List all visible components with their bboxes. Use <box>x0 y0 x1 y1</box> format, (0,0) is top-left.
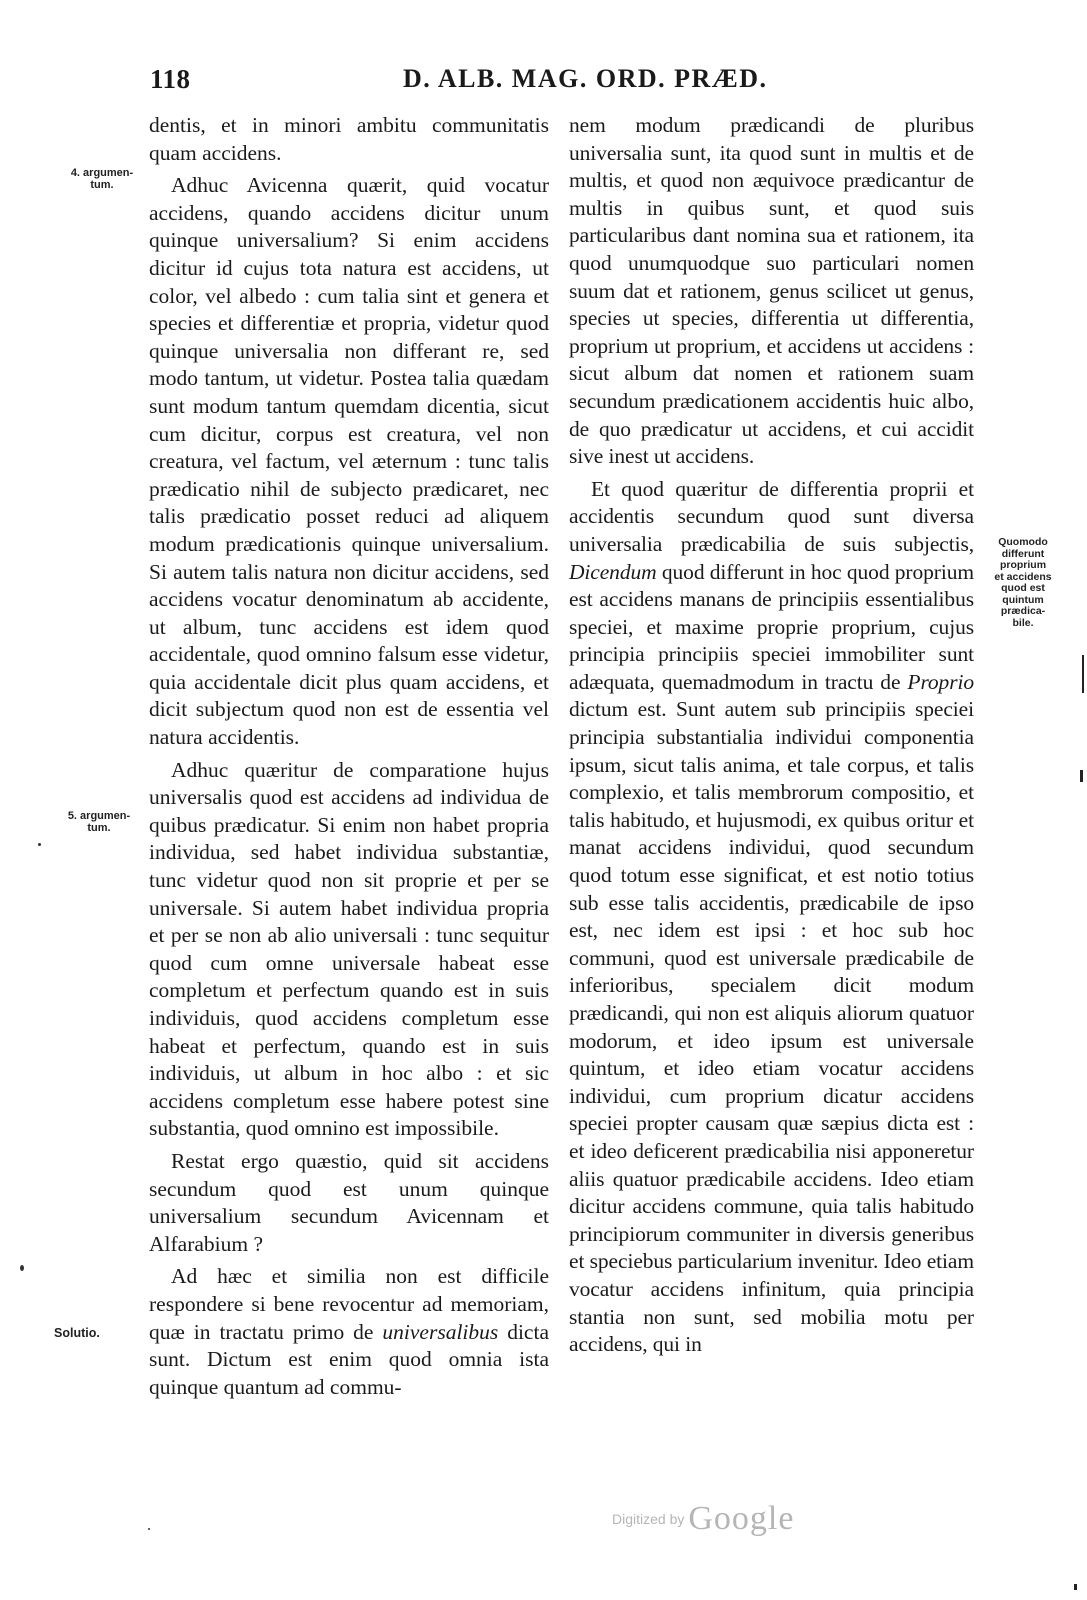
watermark-prefix: Digitized by <box>612 1511 685 1527</box>
right-paragraph-2-text-b: quod differunt in hoc quod proprium est accidens manans de principiis essentialibus speciei, et maxime proprie proprium, cujus principia principiis speciei immobiliter sunt adæquata, quemadmodum in tractu de <box>569 559 974 694</box>
google-watermark <box>612 1500 794 1538</box>
margin-rule-mark <box>1082 655 1084 693</box>
left-paragraph-1: dentis, et in minori ambitu communitatis quam accidens. <box>149 113 549 165</box>
margin-note-argument-5: 5. argumen- tum. <box>67 810 131 834</box>
left-column <box>149 112 549 1406</box>
right-paragraph-2-text-a: Et quod quæritur de differentia proprii et accidentis secundum quod sunt diversa universalia prædicabilia de suis subjectis, <box>569 476 974 556</box>
margin-note-solutio: Solutio. <box>54 1326 100 1340</box>
left-paragraph-4: Restat ergo quæstio, quid sit accidens secundum quod est unum quinque universalium secundum Avicennam et Alfarabium ? <box>149 1148 549 1256</box>
ink-speck <box>148 1528 150 1530</box>
page-number: 118 <box>150 64 191 94</box>
margin-note-quomodo: Quomodo differunt proprium et accidens quod est quintum prædica- bile. <box>994 536 1052 629</box>
left-paragraph-3: Adhuc quæritur de comparatione hujus universalis quod est accidens ad individua de quibus prædicatur. Si enim non habet propria individua, sed habet individua substantiæ, tunc videtur quod non sit proprie et per se universale. Si autem habet individua propria et per se non ab alio universali : tunc sequitur quod cum omne universale habeat esse completum et perfectum quando est in suis individuis, quod accidens completum esse habeat et perfectum, quando est in suis individuis, ut album in hoc albo : et sic accidens completum esse habere potest sine substantia, quod omnino est impossibile. <box>149 757 549 1141</box>
right-paragraph-2-text-c: dictum est. Sunt autem sub principiis speciei principia substantialia individui componentia ipsum, sicut talis anima, et tale corpus, et talis complexio, et talis membrorum compositio, et talis habitudo, et hujusmodi, ex quibus oritur et manat accidens individui, quod secundum quod totum esse significat, et est notio totius sub esse talis accidentis, prædicabile de ipso est, nec idem est ipsi : et hoc sub hoc communi, quod est universale prædicabile de inferioribus, specialem dicit modum prædicandi, qui non est aliquis aliorum quatuor modorum, et ideo ipsum est universale quintum, et ideo etiam vocatur accidens individui, cum proprium dicatur accidens speciei propter causam quæ sæpius dicta est : et ideo deficerent prædicabilia nisi apponeretur aliis quatuor prædicabile accidens. Ideo etiam dicitur accidens commune, quia talis habitudo principiorum communiter in diversis generibus et speciebus particularium invenitur. Ideo etiam vocatur accidens infinitum, quia principia stantia non sunt, sed mobilia motu per accidens, qui in <box>569 697 974 1357</box>
running-head: D. ALB. MAG. ORD. PRÆD. <box>403 64 768 93</box>
margin-rule-mark <box>1074 1584 1077 1590</box>
right-paragraph-2-italic-proprio: Proprio <box>907 669 974 694</box>
margin-note-argument-4: 4. argumen- tum. <box>70 167 134 191</box>
left-paragraph-5-text-a: Ad hæc et similia non est difficile respondere si bene revocentur ad memoriam, quæ in tractatu primo de <box>149 1264 549 1344</box>
right-paragraph-1: nem modum prædicandi de pluribus universalia sunt, ita quod sunt in multis et de multis, et quod non æquivoce prædicantur de multis in quibus sunt, et quod suis particularibus dant nomina sua et rationem, ita quod unumquodque suo particulari nomen suum dat et rationem, genus scilicet ut genus, species ut species, differentia ut differentia, proprium ut proprium, et accidens ut accidens : sicut album dat nomen et rationem suam secundum prædicationem accidentis huic albo, de quo prædicatur ut accidens, et cui accidit sive inest ut accidens. <box>569 113 974 469</box>
left-paragraph-5 <box>149 1263 549 1401</box>
ink-speck <box>38 843 41 846</box>
ink-speck <box>20 1265 24 1271</box>
right-paragraph-2-italic-dicendum: Dicendum <box>569 559 657 584</box>
left-paragraph-2: Adhuc Avicenna quærit, quid vocatur accidens, quando accidens dicitur unum quinque universalium? Si enim accidens dicitur id cujus tota natura est accidens, ut color, vel albedo : cum talia sint et genera et species et differentiæ et propria, videtur quod quinque universalia non differant re, sed modo tantum, ut videtur. Postea talia quædam sunt modum tantum quemdam dicentia, sicut cum dicitur, corpus est creatura, vel non creatura, vel factum, vel æternum : tunc talis prædicatio nihil de subjecto prædicaret, nec talis prædicatio posset reduci ad aliquem modum prædicationis quinque universalium. Si autem talis natura non dicitur accidens, sed accidens vocatur denominatum ab accidente, ut album, tunc accidens est idem quod accidentale, quod omnino falsum esse videtur, quia accidentale dicit plus quam accidens, et dicit subjectum quod non est de essentia vel natura accidentis. <box>149 173 549 750</box>
margin-rule-mark <box>1080 770 1083 782</box>
left-paragraph-5-text-b: dicta sunt. Dictum est enim quod omnia ista quinque quantum ad commu- <box>149 1319 549 1399</box>
right-paragraph-2 <box>569 476 974 1359</box>
right-column <box>569 112 974 1364</box>
left-paragraph-5-italic: universalibus <box>382 1319 499 1344</box>
watermark-logo: Google <box>688 1500 795 1537</box>
